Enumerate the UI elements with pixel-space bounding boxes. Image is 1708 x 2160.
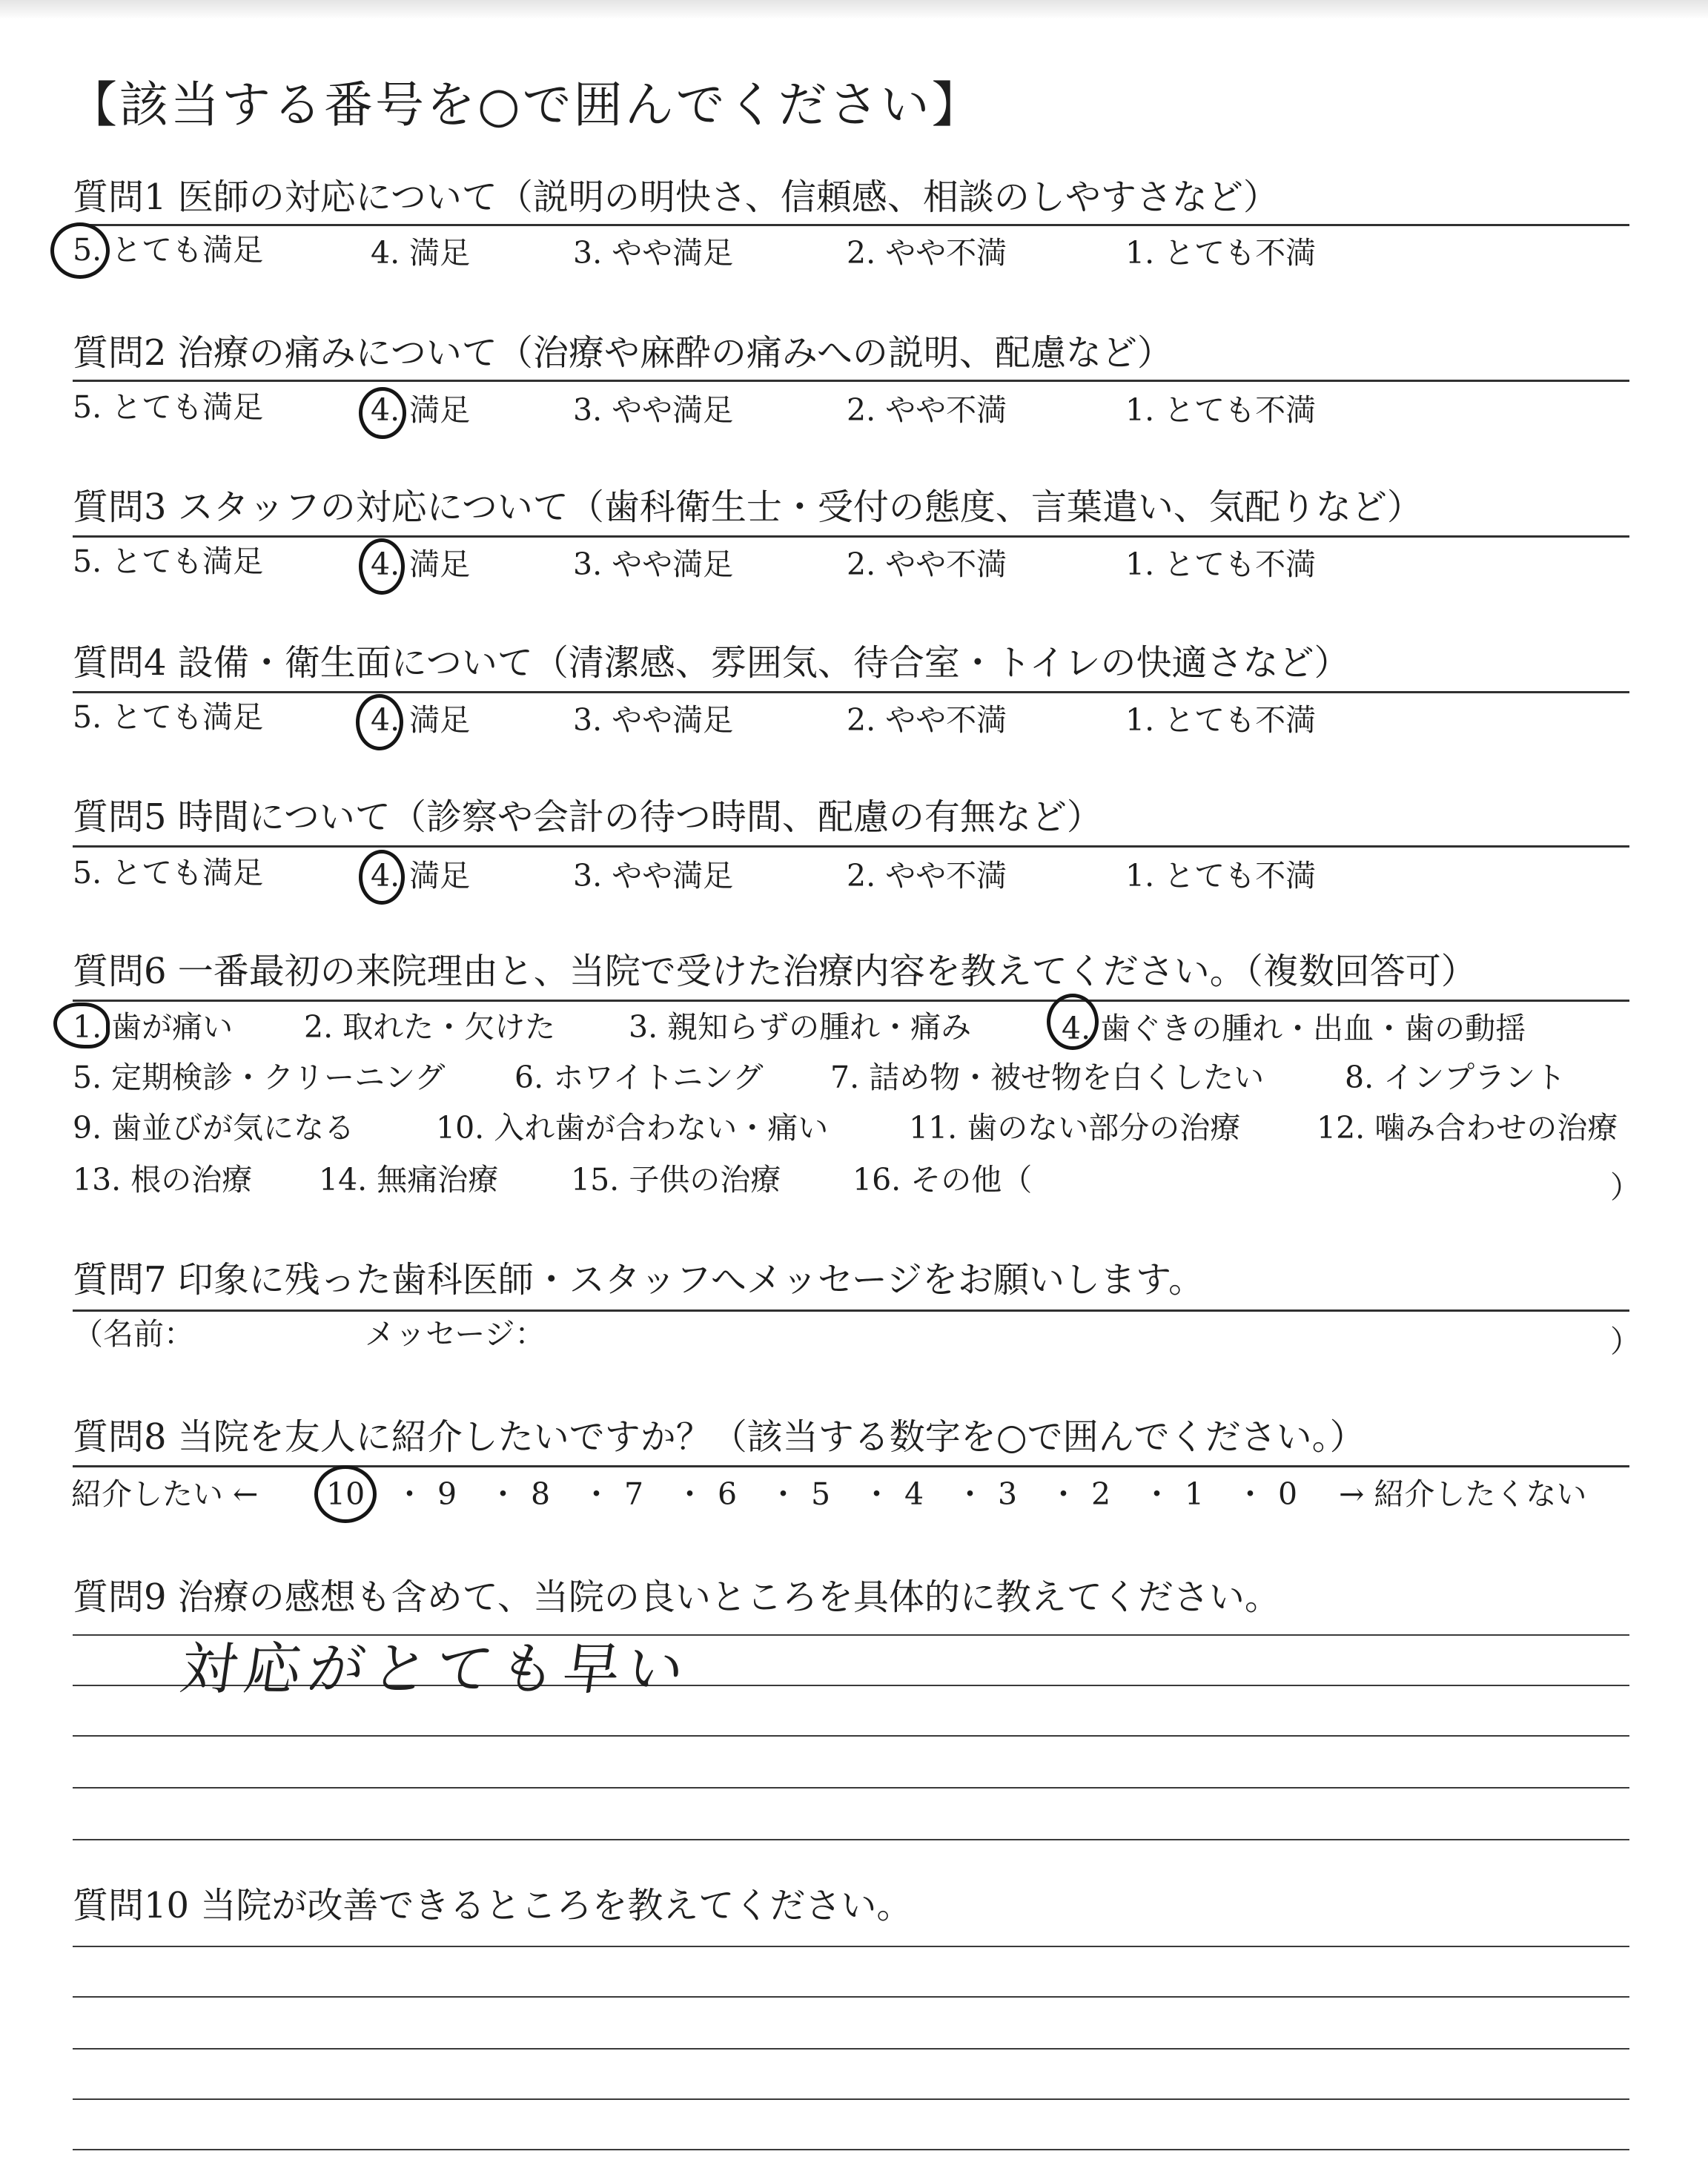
- q1-option-2[interactable]: 2. やや不満: [847, 235, 1007, 271]
- question-3-rule: [73, 535, 1629, 538]
- question-1-rule: [73, 224, 1629, 226]
- q8-score-3[interactable]: 3: [998, 1476, 1018, 1512]
- q1-option-5[interactable]: 5. とても満足: [73, 232, 264, 268]
- q4-option-5[interactable]: 5. とても満足: [73, 699, 264, 735]
- q6-option-11[interactable]: 11. 歯のない部分の治療: [909, 1110, 1241, 1146]
- question-8-label: 質問8 当院を友人に紹介したいですか？（該当する数字を○で囲んでください。）: [73, 1416, 1366, 1458]
- question-8-rule: [73, 1465, 1629, 1467]
- q6-option-9[interactable]: 9. 歯並びが気になる: [73, 1110, 355, 1146]
- q9-answer-line: [73, 1735, 1629, 1737]
- question-6-rule: [73, 1000, 1629, 1002]
- q9-answer-line: [73, 1787, 1629, 1789]
- q1-option-3[interactable]: 3. やや満足: [573, 235, 734, 271]
- q10-answer-line: [73, 2048, 1629, 2050]
- q6-option-10[interactable]: 10. 入れ歯が合わない・痛い: [436, 1110, 829, 1146]
- q3-option-1[interactable]: 1. とても不満: [1125, 546, 1317, 582]
- q3-selection-circle: [359, 538, 405, 595]
- q8-sep: ・: [488, 1476, 518, 1512]
- q5-option-4[interactable]: 4. 満足: [371, 858, 471, 894]
- q7-close-paren: ）: [1610, 1324, 1641, 1359]
- q6-option-12[interactable]: 12. 噛み合わせの治療: [1317, 1110, 1618, 1146]
- question-7-label: 質問7 印象に残った歯科医師・スタッフへメッセージをお願いします。: [73, 1259, 1205, 1301]
- q3-option-2[interactable]: 2. やや不満: [847, 546, 1007, 582]
- question-3-label: 質問3 スタッフの対応について（歯科衛生士・受付の態度、言葉遣い、気配りなど）: [73, 486, 1423, 528]
- question-9-label: 質問9 治療の感想も含めて、当院の良いところを具体的に教えてください。: [73, 1576, 1280, 1618]
- q8-sep: ・: [675, 1476, 705, 1512]
- q4-option-2[interactable]: 2. やや不満: [847, 702, 1007, 738]
- q4-option-4[interactable]: 4. 満足: [371, 702, 471, 738]
- q10-answer-line: [73, 2098, 1629, 2100]
- q8-score-10[interactable]: 10: [326, 1476, 365, 1512]
- question-4-rule: [73, 691, 1629, 693]
- q5-option-3[interactable]: 3. やや満足: [573, 858, 734, 894]
- question-2-label: 質問2 治療の痛みについて（治療や麻酔の痛みへの説明、配慮など）: [73, 332, 1173, 374]
- q2-option-5[interactable]: 5. とても満足: [73, 389, 264, 425]
- q8-sep: ・: [1235, 1476, 1265, 1512]
- q3-option-5[interactable]: 5. とても満足: [73, 544, 264, 579]
- q8-sep: ・: [1048, 1476, 1079, 1512]
- question-5-label: 質問5 時間について（診察や会計の待つ時間、配慮の有無など）: [73, 796, 1102, 838]
- page-title: 【該当する番号を○で囲んでください】: [68, 76, 983, 133]
- q6-option-15[interactable]: 15. 子供の治療: [571, 1162, 781, 1198]
- q8-score-0[interactable]: 0: [1278, 1476, 1298, 1512]
- q2-option-3[interactable]: 3. やや満足: [573, 392, 734, 428]
- question-10-label: 質問10 当院が改善できるところを教えてください。: [73, 1885, 913, 1926]
- q8-right-label: → 紹介したくない: [1339, 1476, 1587, 1512]
- q6-selection-circle-1: [53, 1003, 110, 1048]
- question-2-rule: [73, 380, 1629, 382]
- question-7-rule: [73, 1309, 1629, 1312]
- q3-option-4[interactable]: 4. 満足: [371, 546, 471, 582]
- q6-option-6[interactable]: 6. ホワイトニング: [514, 1060, 764, 1095]
- q6-option-4[interactable]: 4. 歯ぐきの腫れ・出血・歯の動揺: [1062, 1011, 1526, 1046]
- q1-option-1[interactable]: 1. とても不満: [1125, 235, 1317, 271]
- q8-sep: ・: [955, 1476, 985, 1512]
- q5-selection-circle: [359, 850, 405, 905]
- q6-option-8[interactable]: 8. インプラント: [1345, 1060, 1566, 1095]
- q6-selection-circle-4: [1047, 994, 1099, 1050]
- q6-option-7[interactable]: 7. 詰め物・被せ物を白くしたい: [830, 1060, 1265, 1095]
- q6-option-2[interactable]: 2. 取れた・欠けた: [304, 1009, 556, 1045]
- q10-answer-line: [73, 2149, 1629, 2150]
- q3-option-3[interactable]: 3. やや満足: [573, 546, 734, 582]
- q8-score-7[interactable]: 7: [624, 1476, 644, 1512]
- q9-handwritten-answer[interactable]: 対応がとても早い: [176, 1636, 696, 1702]
- q6-option-14[interactable]: 14. 無痛治療: [319, 1162, 499, 1198]
- q7-message-label[interactable]: メッセージ：: [365, 1316, 546, 1352]
- question-4-label: 質問4 設備・衛生面について（清潔感、雰囲気、待合室・トイレの快適さなど）: [73, 642, 1350, 684]
- q5-option-1[interactable]: 1. とても不満: [1125, 858, 1317, 894]
- q6-option-5[interactable]: 5. 定期検診・クリーニング: [73, 1060, 446, 1095]
- q8-sep: ・: [861, 1476, 892, 1512]
- q8-score-6[interactable]: 6: [718, 1476, 738, 1512]
- question-6-label: 質問6 一番最初の来院理由と、当院で受けた治療内容を教えてください。（複数回答可）: [73, 951, 1477, 992]
- q2-option-4[interactable]: 4. 満足: [371, 392, 471, 428]
- q2-selection-circle: [359, 387, 406, 439]
- q8-sep: ・: [768, 1476, 798, 1512]
- q8-score-1[interactable]: 1: [1185, 1476, 1205, 1512]
- q8-score-8[interactable]: 8: [531, 1476, 551, 1512]
- q8-sep: ・: [394, 1476, 425, 1512]
- q8-score-9[interactable]: 9: [437, 1476, 457, 1512]
- q2-option-1[interactable]: 1. とても不満: [1125, 392, 1317, 428]
- q8-sep: ・: [581, 1476, 612, 1512]
- q10-answer-line: [73, 1946, 1629, 1947]
- q8-score-5[interactable]: 5: [811, 1476, 831, 1512]
- q6-other-close-paren: ）: [1610, 1169, 1641, 1205]
- q4-option-1[interactable]: 1. とても不満: [1125, 702, 1317, 738]
- q8-sep: ・: [1142, 1476, 1172, 1512]
- q4-option-3[interactable]: 3. やや満足: [573, 702, 734, 738]
- q6-option-13[interactable]: 13. 根の治療: [73, 1162, 253, 1198]
- question-5-rule: [73, 845, 1629, 848]
- scan-edge: [0, 0, 1708, 19]
- q6-option-3[interactable]: 3. 親知らずの腫れ・痛み: [629, 1009, 972, 1045]
- q4-selection-circle: [356, 694, 403, 750]
- q8-score-4[interactable]: 4: [904, 1476, 924, 1512]
- q7-name-label[interactable]: （名前：: [73, 1316, 194, 1352]
- q10-answer-line: [73, 1996, 1629, 1998]
- q8-left-label: 紹介したい ←: [71, 1476, 259, 1512]
- q8-selection-circle: [314, 1465, 377, 1523]
- q2-option-2[interactable]: 2. やや不満: [847, 392, 1007, 428]
- q6-option-16-other[interactable]: 16. その他（: [853, 1162, 1033, 1198]
- question-1-label: 質問1 医師の対応について（説明の明快さ、信頼感、相談のしやすさなど）: [73, 176, 1279, 218]
- q6-option-1[interactable]: 1. 歯が痛い: [73, 1009, 234, 1045]
- q1-option-4[interactable]: 4. 満足: [371, 235, 471, 271]
- q1-selection-circle: [50, 222, 110, 279]
- q9-answer-line: [73, 1839, 1629, 1840]
- q5-option-2[interactable]: 2. やや不満: [847, 858, 1007, 894]
- q8-score-2[interactable]: 2: [1091, 1476, 1111, 1512]
- q5-option-5[interactable]: 5. とても満足: [73, 855, 264, 891]
